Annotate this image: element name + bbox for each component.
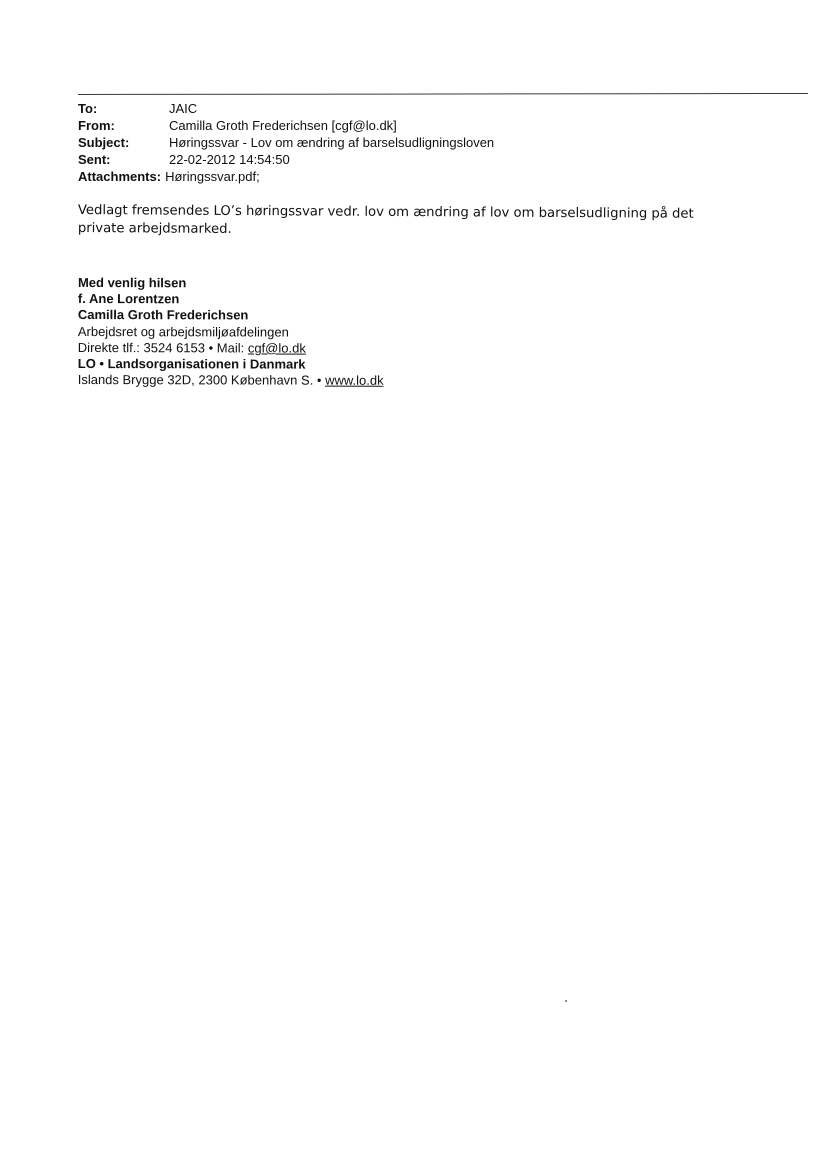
to-row: [78, 100, 494, 117]
signature-contact: [78, 340, 384, 357]
sent-label: Sent:: [78, 152, 111, 167]
sent-row: [78, 151, 494, 168]
signature-greeting: Med venlig hilsen: [77, 275, 187, 291]
header-divider: [78, 93, 808, 95]
attachments-row: [78, 168, 494, 185]
scan-speck: [565, 1000, 567, 1002]
email-signature: [78, 275, 384, 389]
signature-organization: LO • Landsorganisationen i Danmark: [77, 356, 306, 372]
signature-address: Islands Brygge 32D, 2300 København S. •: [77, 372, 326, 388]
subject-value: Høringssvar - Lov om ændring af barselsudligningsloven: [169, 135, 495, 150]
message-body: Vedlagt fremsendes LO’s høringssvar vedr. lov om ændring af lov om barselsudligning på det private arbejdsmarked.: [77, 202, 694, 237]
from-row: [78, 117, 494, 134]
sent-value: 22-02-2012 14:54:50: [169, 152, 290, 167]
subject-label: Subject:: [78, 135, 130, 150]
signature-on-behalf: f. Ane Lorentzen: [77, 291, 180, 307]
to-label: To:: [78, 101, 98, 116]
signature-address-line: [78, 372, 384, 389]
from-value: Camilla Groth Frederichsen [cgf@lo.dk]: [169, 118, 397, 133]
subject-row: [78, 134, 494, 151]
from-label: From:: [78, 118, 115, 133]
signature-phone: Direkte tlf.: 3524 6153 • Mail:: [77, 339, 248, 356]
attachments-label: Attachments:: [78, 169, 162, 184]
email-header: [78, 100, 494, 185]
to-value: JAIC: [169, 101, 198, 116]
signature-email-link[interactable]: cgf@lo.dk: [247, 340, 306, 356]
signature-department: Arbejdsret og arbejdsmiljøafdelingen: [77, 323, 289, 340]
signature-website-link[interactable]: www.lo.dk: [325, 372, 384, 389]
signature-name: Camilla Groth Frederichsen: [77, 307, 249, 323]
attachments-value: Høringssvar.pdf;: [165, 169, 260, 184]
